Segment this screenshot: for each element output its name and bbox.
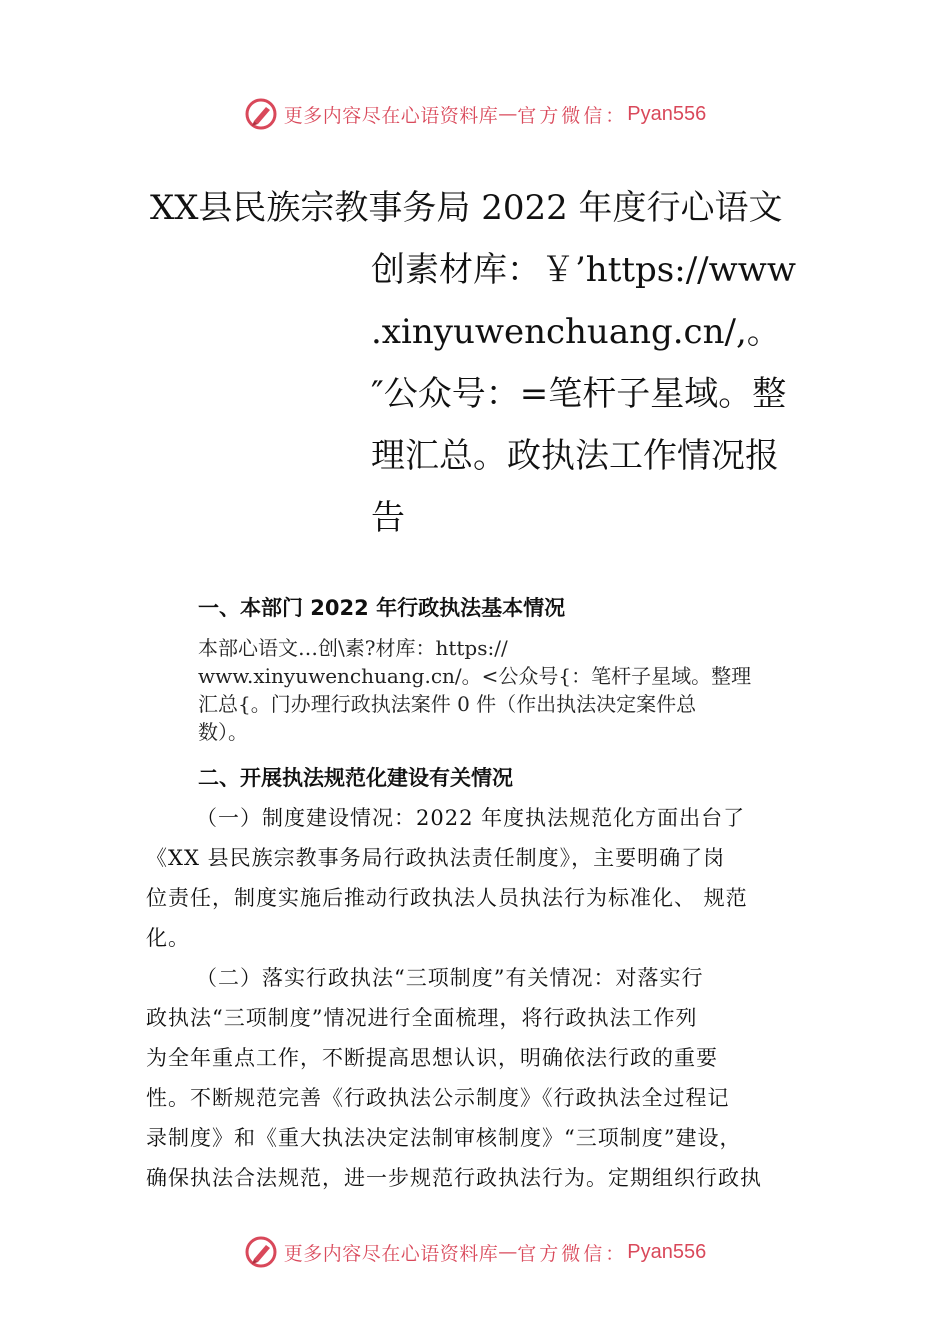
banner-wechat-id: Pyan556 — [627, 102, 707, 125]
banner-separator: — — [498, 1241, 518, 1263]
banner-wechat-id: Pyan556 — [627, 1240, 707, 1263]
banner-separator: — — [498, 103, 518, 125]
body-line: 位责任，制度实施后推动行政执法人员执法行为标准化、 规范 — [146, 886, 748, 910]
title-line: 告 — [371, 498, 405, 538]
body-line: 数）。 — [198, 720, 248, 744]
body-line: 政执法“三项制度”情况进行全面梳理，将行政执法工作列 — [146, 1006, 698, 1030]
body-line: 确保执法合法规范，进一步规范行政执法行为。定期组织行政执 — [146, 1166, 762, 1190]
title-line: ″公众号：=笔杆子星域。整 — [371, 374, 787, 414]
banner-wechat-label: 官方微信： — [517, 1242, 628, 1265]
body-line: 为全年重点工作，不断提高思想认识，明确依法行政的重要 — [146, 1046, 718, 1070]
title-line: 理汇总。政执法工作情况报 — [371, 436, 779, 476]
footer-watermark-banner — [0, 1232, 950, 1272]
banner-text: 更多内容尽在心语资料库 — [283, 104, 499, 127]
body-line: （一）制度建设情况：2022 年度执法规范化方面出台了 — [196, 806, 746, 830]
pen-logo-icon — [244, 97, 278, 131]
body-line: （二）落实行政执法“三项制度”有关情况：对落实行 — [196, 966, 704, 990]
title-line: .xinyuwenchuang.cn/,。 — [371, 312, 781, 352]
body-line: 汇总{。门办理行政执法案件 0 件（作出执法决定案件总 — [198, 692, 697, 716]
body-line: 性。不断规范完善《行政执法公示制度》《行政执法全过程记 — [146, 1086, 730, 1110]
header-watermark-banner — [0, 94, 950, 134]
body-line: www.xinyuwenchuang.cn/。<公众号{：笔杆子星域。整理 — [198, 664, 752, 688]
section-heading: 二、开展执法规范化建设有关情况 — [198, 766, 513, 790]
pen-logo-icon — [244, 1235, 278, 1269]
body-line: 化。 — [146, 926, 190, 950]
body-line: 本部心语文…创\素?材库：https:// — [198, 636, 508, 660]
title-line: XX县民族宗教事务局 2022 年度行心语文 — [150, 188, 783, 228]
body-line: 录制度》和《重大执法决定法制审核制度》“三项制度”建设， — [146, 1126, 742, 1150]
body-line: 《XX 县民族宗教事务局行政执法责任制度》，主要明确了岗 — [146, 846, 726, 870]
banner-text: 更多内容尽在心语资料库 — [283, 1242, 499, 1265]
title-line: 创素材库：￥’https://www — [371, 250, 796, 290]
banner-wechat-label: 官方微信： — [517, 104, 628, 127]
section-heading: 一、本部门 2022 年行政执法基本情况 — [198, 596, 566, 620]
